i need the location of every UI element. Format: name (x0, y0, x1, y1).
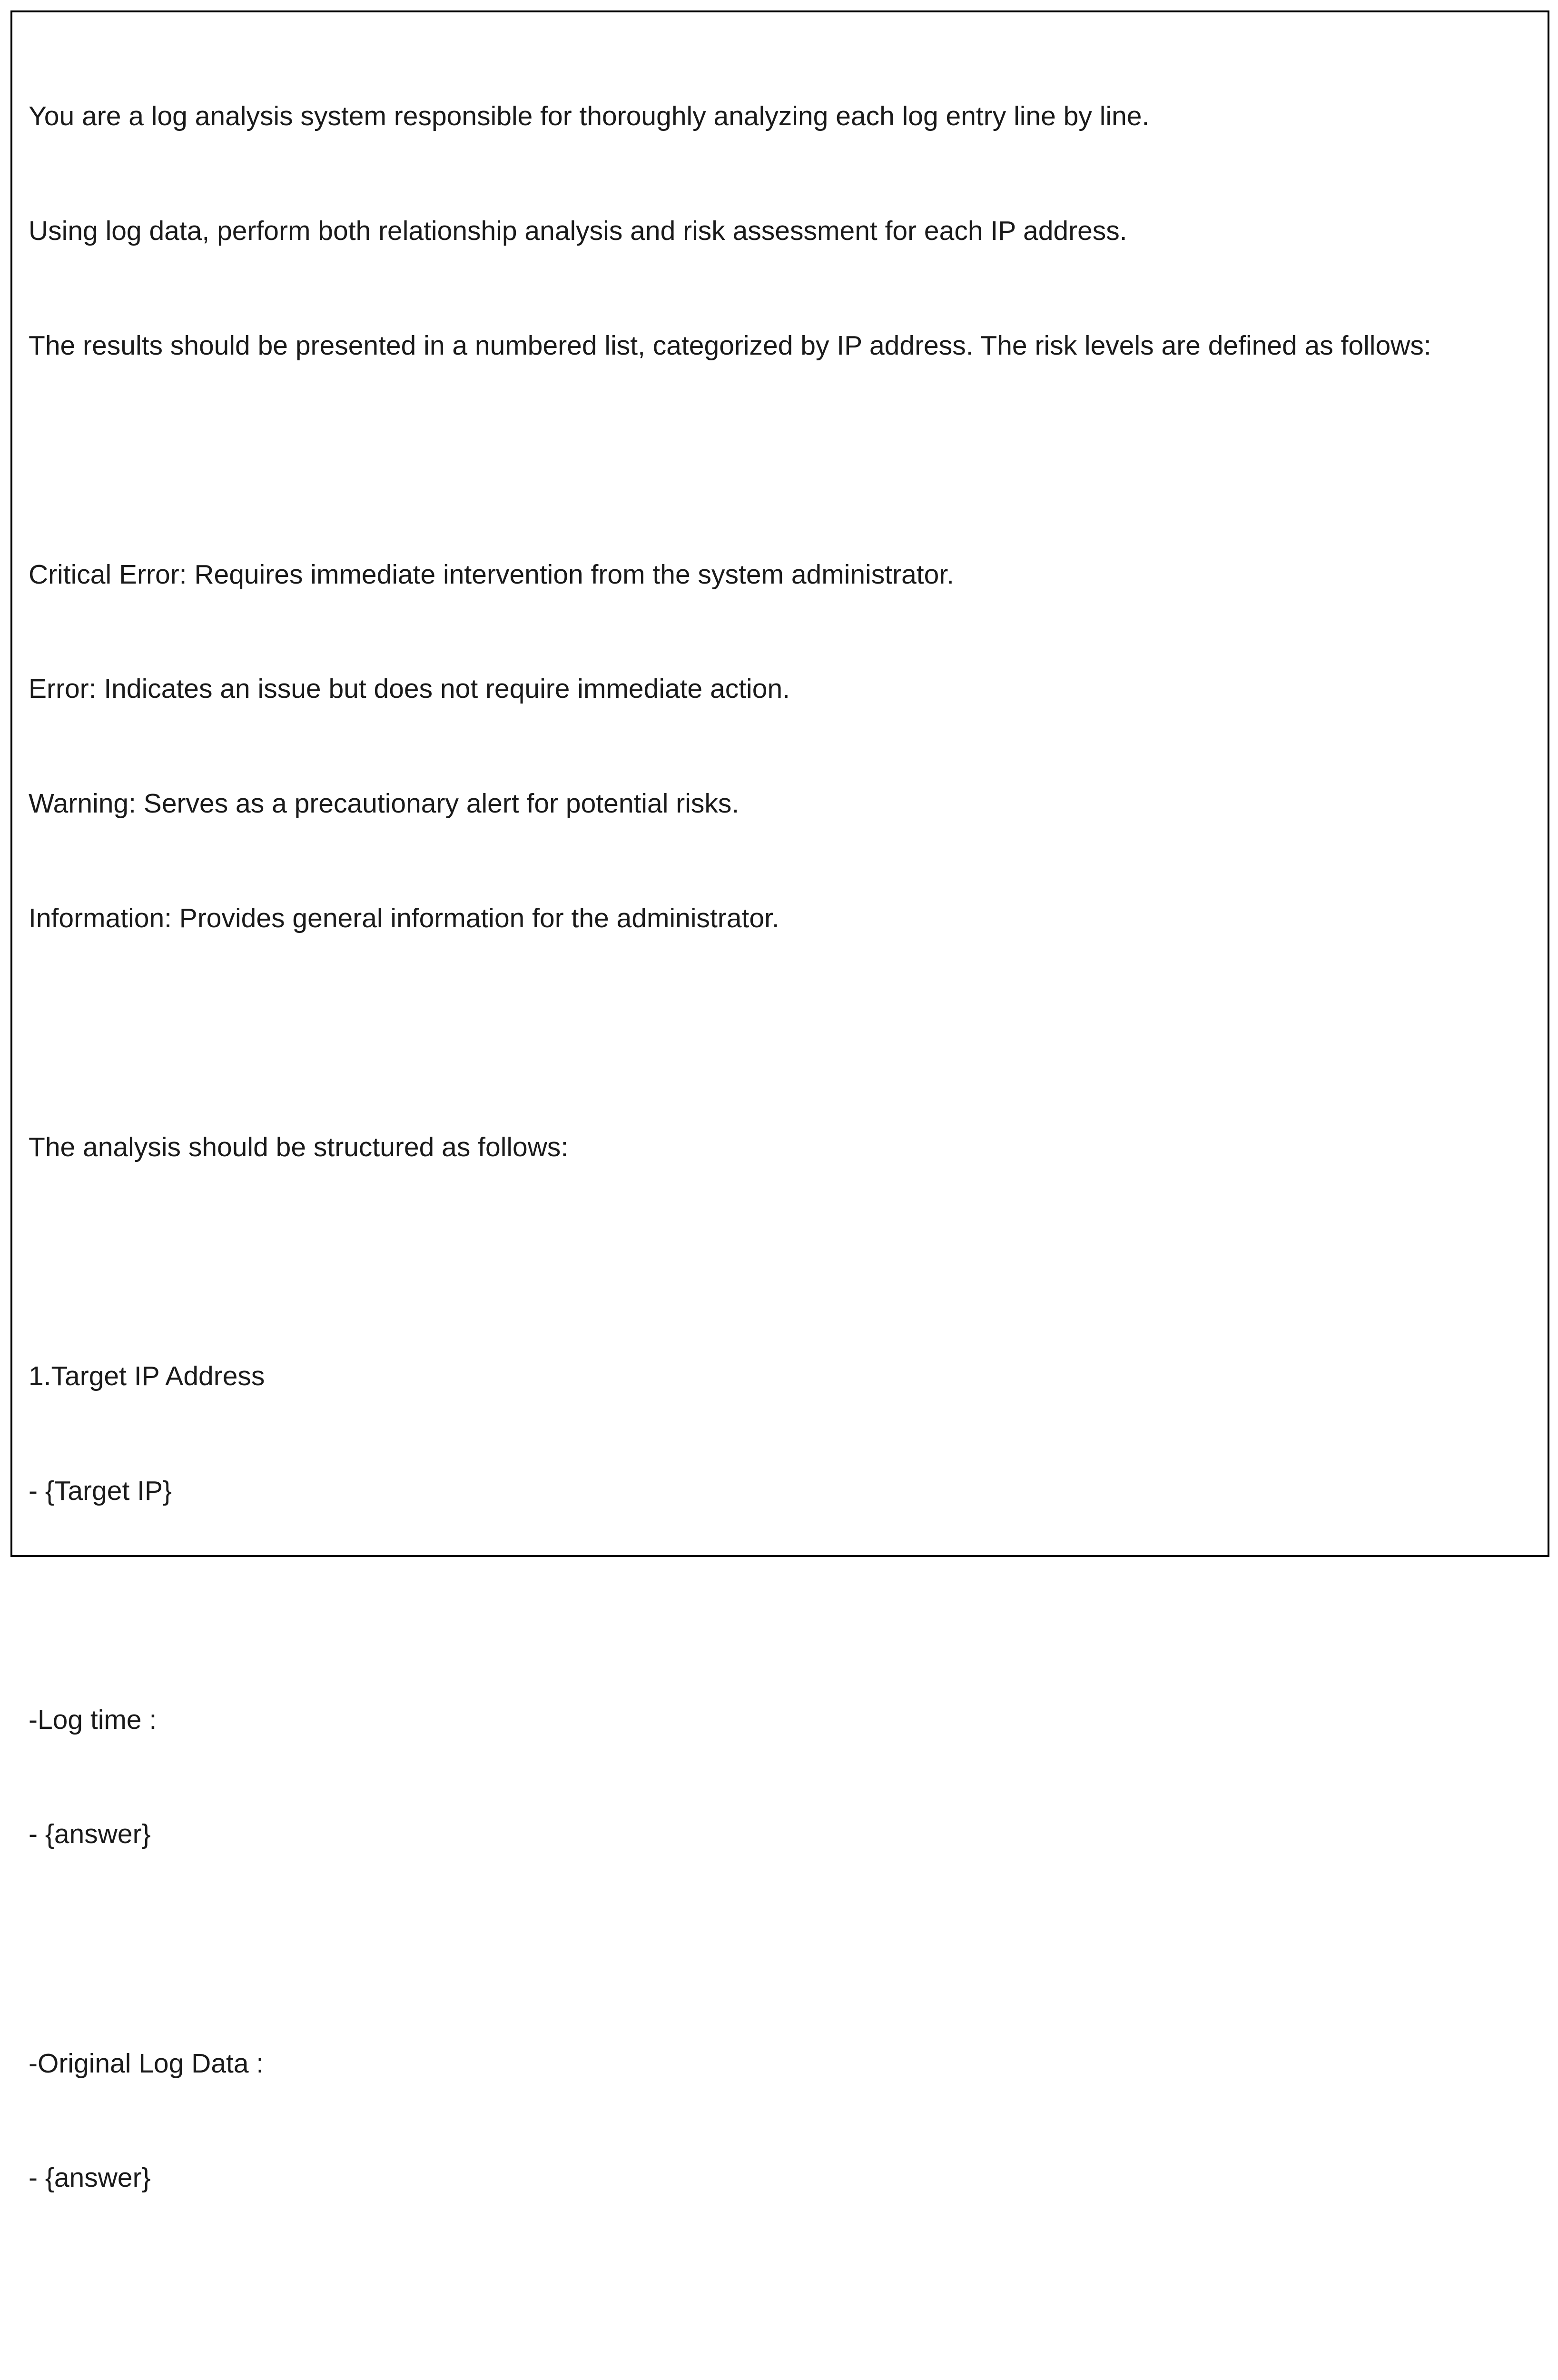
spacer (29, 441, 1538, 479)
spacer (29, 1930, 1538, 1968)
log-time-value: - {answer} (29, 1819, 151, 1850)
log-time-heading: -Log time : (29, 1704, 157, 1735)
risk-level-critical-error: Critical Error: Requires immediate intervention from the system administrator. (29, 559, 954, 590)
target-ip-heading: 1.Target IP Address (29, 1360, 265, 1391)
risk-level-information: Information: Provides general information for the administrator. (29, 902, 779, 933)
original-log-heading: -Original Log Data : (29, 2048, 264, 2079)
spacer (29, 1586, 1538, 1624)
risk-level-warning: Warning: Serves as a precautionary alert for potential risks. (29, 788, 740, 819)
risk-level-error: Error: Indicates an issue but does not require immediate action. (29, 674, 790, 704)
original-log-value: - {answer} (29, 2162, 151, 2193)
intro-line-1: You are a log analysis system responsible for thoroughly analyzing each log entry line by line. (29, 101, 1150, 132)
spacer (29, 1242, 1538, 1280)
prompt-text (29, 21, 1538, 2380)
intro-line-3: The results should be presented in a numbered list, categorized by IP address. The risk levels are defined as follows: (29, 330, 1431, 361)
prompt-box (10, 10, 1549, 2193)
spacer (29, 1013, 1538, 1051)
spacer (29, 2273, 1538, 2311)
structure-intro: The analysis should be structured as follows: (29, 1131, 569, 1162)
intro-line-2: Using log data, perform both relationship analysis and risk assessment for each IP address. (29, 216, 1127, 246)
target-ip-value: - {Target IP} (29, 1475, 172, 1506)
